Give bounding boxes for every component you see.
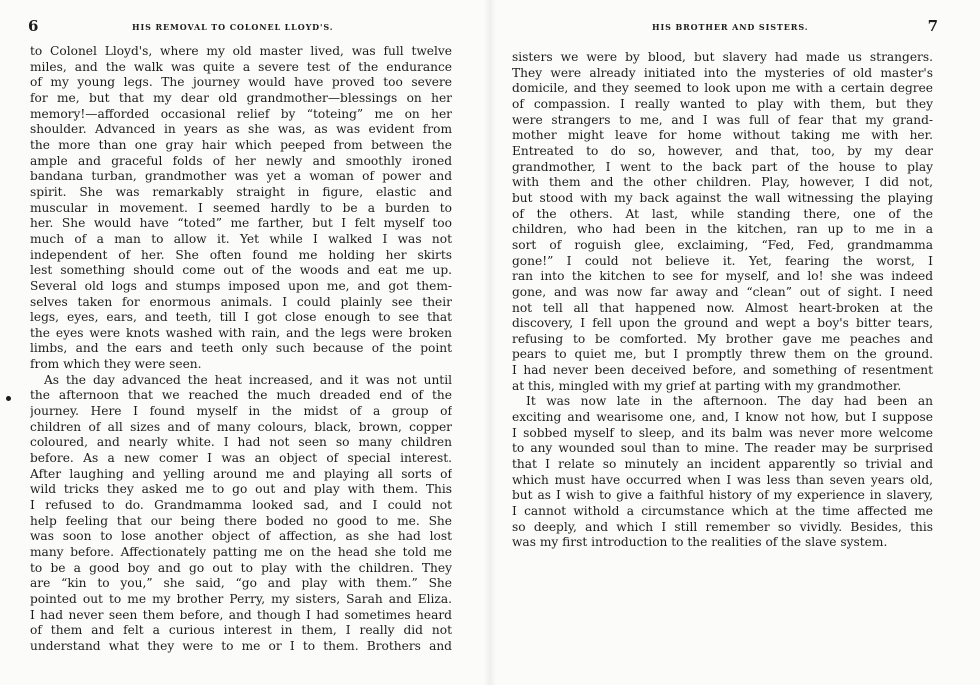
text-line: lest something should come out of the woods and eat me up. — [30, 263, 452, 278]
text-line: wild tricks they asked me to go out and play with them. This — [30, 482, 452, 497]
right-page-text — [512, 50, 933, 551]
text-line: journey. Here I found myself in the midst of a group of — [30, 404, 452, 419]
text-line: of my young legs. The journey would have proved too severe — [30, 75, 452, 90]
text-line: legs, eyes, ears, and teeth, till I got close enough to see that — [30, 310, 452, 325]
text-line: domicile, and they seemed to look upon me with a certain degree — [512, 81, 933, 96]
text-line: I had never been deceived before, and something of resentment — [512, 363, 933, 378]
text-line: are “kin to you,” she said, “go and play with them.” She — [30, 576, 452, 591]
text-line: sisters we were by blood, but slavery had made us strangers. — [512, 50, 933, 64]
text-line: sort of roguish glee, exclaiming, “Fed, Fed, grandmamma — [512, 237, 933, 252]
text-line: As the day advanced the heat increased, and it was not until — [44, 372, 452, 387]
text-line: pointed out to me my brother Perry, my sisters, Sarah and Eliza. — [30, 591, 452, 606]
text-line: I cannot withold a circumstance which at the time affected me — [512, 504, 933, 519]
text-line: was my first introduction to the realities of the slave system. — [512, 535, 888, 550]
page-number: 6 — [28, 17, 39, 35]
margin-mark — [6, 396, 11, 401]
text-line: that I relate so minutely an incident apparently so trivial and — [512, 457, 933, 472]
text-line: understand what they were to me or I to them. Brothers and — [30, 638, 452, 653]
text-line: ran into the kitchen to see for myself, and lo! she was indeed — [512, 269, 933, 284]
running-head: HIS BROTHER AND SISTERS. — [652, 22, 809, 32]
text-line: from which they were seen. — [30, 357, 202, 372]
text-line: many before. Affectionately patting me on the head she told me — [30, 545, 452, 559]
text-line: muscular in movement. I seemed hardly to be a burden to — [30, 200, 452, 215]
text-line: After laughing and yelling around me and playing all sorts of — [30, 466, 452, 481]
text-line: I refused to do. Grandmamma looked sad, and I could not — [30, 498, 452, 513]
text-line: limbs, and the ears and teeth only such because of the point — [30, 341, 452, 356]
text-line: with them and the other children. Play, however, I did not, — [512, 175, 933, 190]
text-line: her. She would have “toted” me farther, but I felt myself too — [30, 216, 452, 231]
text-line: of them and felt a curious interest in them, I really did not — [30, 623, 452, 638]
text-line: mother might leave for home without taking me with her. — [512, 128, 933, 143]
text-line: to Colonel Lloyd's, where my old master lived, was full twelve — [30, 44, 452, 58]
running-head: HIS REMOVAL TO COLONEL LLOYD'S. — [132, 22, 334, 32]
text-line: It was now late in the afternoon. The day had been an — [526, 394, 933, 409]
text-line: spirit. She was remarkably straight in figure, elastic and — [30, 184, 452, 199]
text-line: the afternoon that we reached the much dreaded end of the — [30, 388, 452, 403]
text-line: much of a man to allow it. Yet while I walked I was not — [30, 231, 452, 246]
text-line: shoulder. Advanced in years as she was, as was evident from — [30, 122, 452, 137]
text-line: not tell all that happened now. Almost heart-broken at the — [512, 300, 933, 315]
text-line: pears to quiet me, but I promptly threw them on the ground. — [512, 347, 933, 362]
text-line: I had never seen them before, and though I had sometimes heard — [30, 607, 452, 622]
page-number: 7 — [927, 17, 938, 35]
text-line: of compassion. I really wanted to play with them, but they — [512, 96, 933, 111]
text-line: of the others. At last, while standing there, one of the — [512, 206, 933, 221]
text-line: which must have occurred when I was less than seven years old, — [512, 472, 933, 487]
text-line: miles, and the walk was quite a severe test of the endurance — [30, 59, 452, 74]
text-line: but stood with my back against the wall witnessing the playing — [512, 190, 933, 205]
text-line: bandana turban, grandmother was yet a woman of power and — [30, 169, 452, 184]
text-line: Several old logs and stumps imposed upon me, and got them- — [30, 278, 452, 293]
text-line: They were already initiated into the mysteries of old master's — [512, 65, 933, 80]
text-line: gone, and was now far away and “clean” out of sight. I need — [512, 284, 933, 299]
text-line: grandmother, I went to the back part of the house to play — [512, 159, 933, 174]
text-line: at this, mingled with my grief at parting with my grandmother. — [512, 378, 902, 393]
text-line: children of all sizes and of many colours, black, brown, copper — [30, 419, 452, 434]
text-line: were strangers to me, and I was full of fear that my grand- — [512, 112, 933, 127]
text-line: coloured, and nearly white. I had not seen so many children — [30, 435, 452, 450]
text-line: for me, but that my dear old grandmother—blessings on her — [30, 90, 452, 105]
text-line: was soon to lose another object of affection, as she had lost — [30, 529, 452, 544]
text-line: the eyes were knots washed with rain, and the legs were broken — [30, 325, 452, 340]
text-line: memory!—afforded occasional relief by “toteing” me on her — [30, 106, 452, 121]
text-line: to any wounded soul than to mine. The reader may be surprised — [512, 441, 933, 456]
text-line: so deeply, and which I still remember so vividly. Besides, this — [512, 519, 933, 534]
text-line: discovery, I fell upon the ground and wept a boy's bitter tears, — [512, 316, 933, 331]
text-line: to be a good boy and go out to play with the children. They — [30, 560, 452, 575]
text-line: Entreated to do so, however, and that, too, by my dear — [512, 143, 933, 158]
text-line: refusing to be comforted. My brother gave me peaches and — [512, 331, 933, 346]
text-line: gone!” I could not believe it. Yet, fearing the worst, I — [512, 253, 933, 268]
text-line: exciting and wearisome one, and, I know not how, but I suppose — [512, 410, 933, 425]
text-line: before. As a new comer I was an object of special interest. — [30, 451, 452, 466]
text-line: ample and graceful folds of her newly and smoothly ironed — [30, 153, 452, 168]
text-line: I sobbed myself to sleep, and its balm was never more welcome — [512, 425, 933, 440]
text-line: selves taken for enormous animals. I could plainly see their — [30, 294, 452, 309]
left-page-text — [30, 44, 452, 655]
text-line: children, who had been in the kitchen, ran up to me in a — [512, 222, 933, 237]
text-line: help feeling that our being there boded no good to me. She — [30, 513, 452, 528]
text-line: the more than one gray hair which peeped from between the — [30, 137, 452, 152]
right-page — [490, 0, 980, 685]
text-line: independent of her. She often found me holding her skirts — [30, 247, 452, 262]
text-line: but as I wish to give a faithful history of my experience in slavery, — [512, 488, 933, 503]
